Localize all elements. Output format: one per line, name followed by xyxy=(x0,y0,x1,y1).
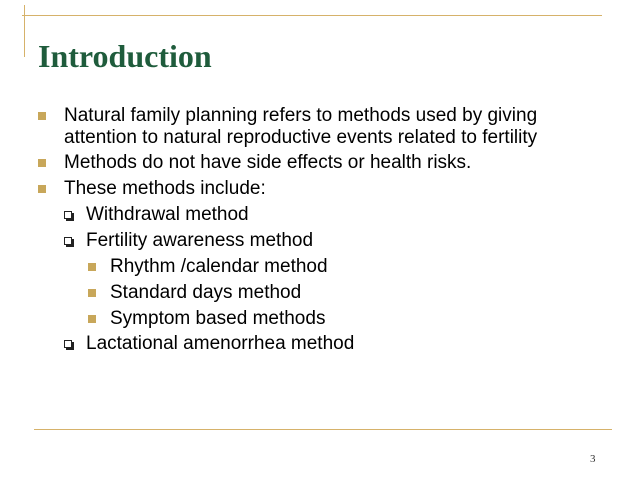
sub-bullet-text: Withdrawal method xyxy=(86,204,249,225)
sub-bullet-text: Lactational amenorrhea method xyxy=(86,333,355,354)
top-divider xyxy=(22,15,602,16)
square-bullet-icon xyxy=(88,315,96,323)
page-number: 3 xyxy=(590,453,596,465)
bullet-text-continued: attention to natural reproductive events related to fertility xyxy=(64,127,538,148)
bottom-divider xyxy=(34,429,612,430)
bullet-text: Natural family planning refers to methods used by giving xyxy=(64,105,538,126)
square-bullet-icon xyxy=(38,159,46,167)
square-bullet-icon xyxy=(88,263,96,271)
bullet-text: These methods include: xyxy=(64,178,266,199)
hollow-square-bullet-icon xyxy=(64,211,72,219)
bullet-text: Methods do not have side effects or health risks. xyxy=(64,152,472,173)
square-bullet-icon xyxy=(88,289,96,297)
hollow-square-bullet-icon xyxy=(64,340,72,348)
slide-title: Introduction xyxy=(38,38,212,74)
sub-sub-bullet-text: Rhythm /calendar method xyxy=(110,256,328,277)
hollow-square-bullet-icon xyxy=(64,237,72,245)
square-bullet-icon xyxy=(38,112,46,120)
square-bullet-icon xyxy=(38,185,46,193)
sub-sub-bullet-text: Symptom based methods xyxy=(110,308,326,329)
left-accent-line xyxy=(24,5,25,57)
sub-bullet-text: Fertility awareness method xyxy=(86,230,314,251)
sub-sub-bullet-text: Standard days method xyxy=(110,282,302,303)
